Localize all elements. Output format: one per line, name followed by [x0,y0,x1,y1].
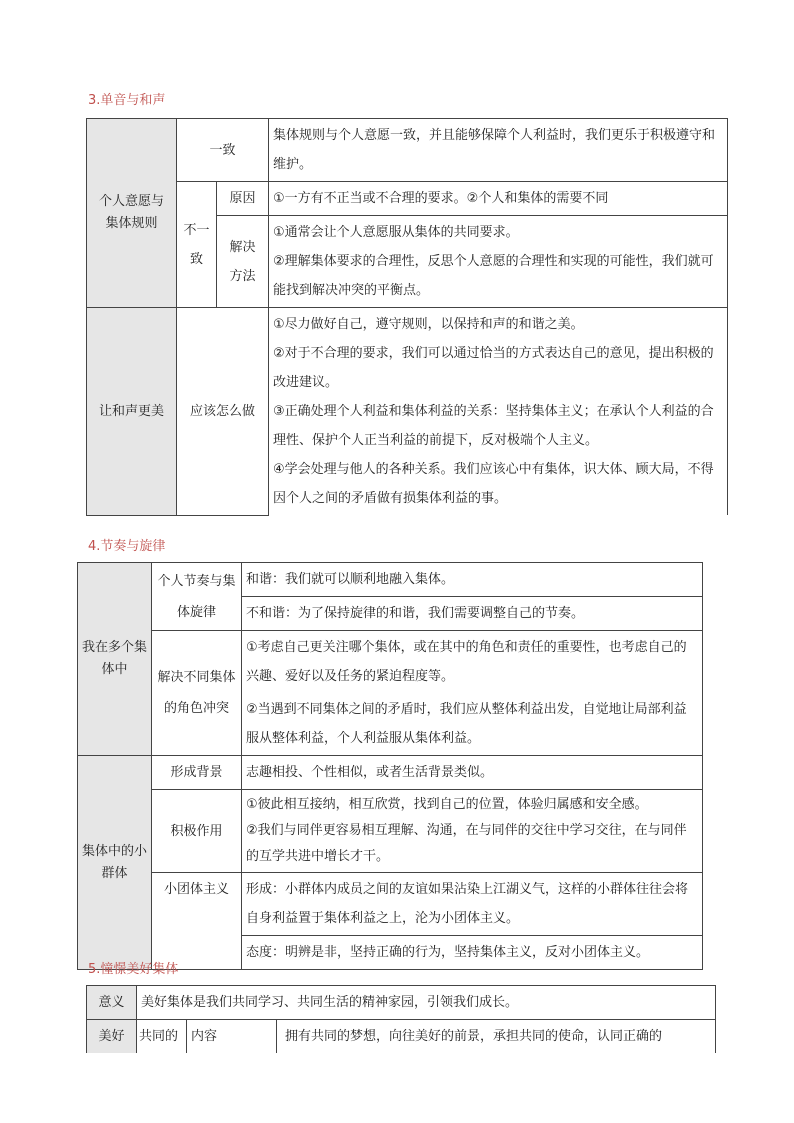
background-label: 形成背景 [152,756,242,790]
role-conflict-text-2: ②当遇到不同集体之间的矛盾时，我们应从整体利益出发，自觉地让局部利益服从整体利益，个人利益服从集体利益。 [242,693,703,756]
small-group-ism-label: 小团体主义 [152,873,242,970]
formation-text: 形成：小群体内成员之间的友谊如果沾染上江湖义气，这样的小群体往往会将自身利益置于集体利益之上，沦为小团体主义。 [242,873,703,936]
positive-role-line: ②我们与同伴更容易相互理解、沟通，在与同伴的交往中学习交往，在与同伴的互学共进中增长才干。 [246,823,687,864]
role-conflict-text-1: ①考虑自己更关注哪个集体，或在其中的角色和责任的重要性，也考虑自己的兴趣、爱好以及任务的紧迫程度等。 [242,631,703,694]
role-conflict-label: 解决不同集体的角色冲突 [152,631,242,756]
rhythm-melody-label: 个人节奏与集体旋律 [152,563,242,631]
section-3-heading: 3.单音与和声 [88,93,166,108]
solution-label: 解决方法 [217,216,269,308]
what-to-do-line: ③正确处理个人利益和集体利益的关系：坚持集体主义；在承认个人利益的合理性、保护个人正当利益的前提下，反对极端个人主义。 [273,404,714,448]
consistent-label: 一致 [177,119,269,182]
meaning-text: 美好集体是我们共同学习、共同生活的精神家园，引领我们成长。 [137,986,716,1020]
harmony-text: 和谐：我们就可以顺利地融入集体。 [242,563,703,597]
disharmony-text: 不和谐：为了保持旋律的和谐，我们需要调整自己的节奏。 [242,597,703,631]
attitude-text: 态度：明辨是非，坚持正确的行为，坚持集体主义，反对小团体主义。 [242,936,703,970]
inconsistent-label: 不一致 [177,182,217,308]
section-5-heading: 5.憧憬美好集体 [88,962,179,977]
cause-label: 原因 [217,182,269,216]
solution-line: ②理解集体要求的合理性，反思个人意愿的合理性和实现的可能性，我们就可能找到解决冲突的平衡点。 [273,254,714,298]
solution-line: ①通常会让个人意愿服从集体的共同要求。 [273,225,519,240]
what-to-do-line: ①尽力做好自己，遵守规则，以保持和声的和谐之美。 [273,317,584,332]
harmony-label: 让和声更美 [87,308,177,516]
what-to-do-line: ②对于不合理的要求，我们可以通过恰当的方式表达自己的意见，提出积极的改进建议。 [273,346,714,390]
section-4-heading: 4.节奏与旋律 [88,539,166,554]
positive-role-text [242,790,703,873]
multiple-collectives-label: 我在多个集体中 [78,563,152,756]
consistent-text: 集体规则与个人意愿一致，并且能够保障个人利益时，我们更乐于积极遵守和维护。 [269,119,728,182]
positive-role-line: ①彼此相互接纳，相互欣赏，找到自己的位置，体验归属感和安全感。 [246,797,648,812]
what-to-do-text [269,308,728,516]
cause-text: ①一方有不正当或不合理的要求。②个人和集体的需要不同 [269,182,728,216]
common-label: 共同的 [137,1020,187,1054]
section-3-table [86,118,728,516]
what-to-do-label: 应该怎么做 [177,308,269,516]
content-text: 拥有共同的梦想，向往美好的前景，承担共同的使命，认同正确的 [277,1020,716,1054]
section-5-table [86,985,716,1053]
personal-vs-collective-label: 个人意愿与集体规则 [87,119,177,308]
solution-text [269,216,728,308]
beautiful-label: 美好 [87,1020,137,1054]
what-to-do-line: ④学会处理与他人的各种关系。我们应该心中有集体，识大体、顾大局，不得因个人之间的矛盾做有损集体利益的事。 [273,462,714,506]
background-text: 志趣相投、个性相似，或者生活背景类似。 [242,756,703,790]
small-group-label: 集体中的小群体 [78,756,152,970]
positive-role-label: 积极作用 [152,790,242,873]
content-label: 内容 [187,1020,277,1054]
meaning-label: 意义 [87,986,137,1020]
section-4-table [77,562,703,970]
